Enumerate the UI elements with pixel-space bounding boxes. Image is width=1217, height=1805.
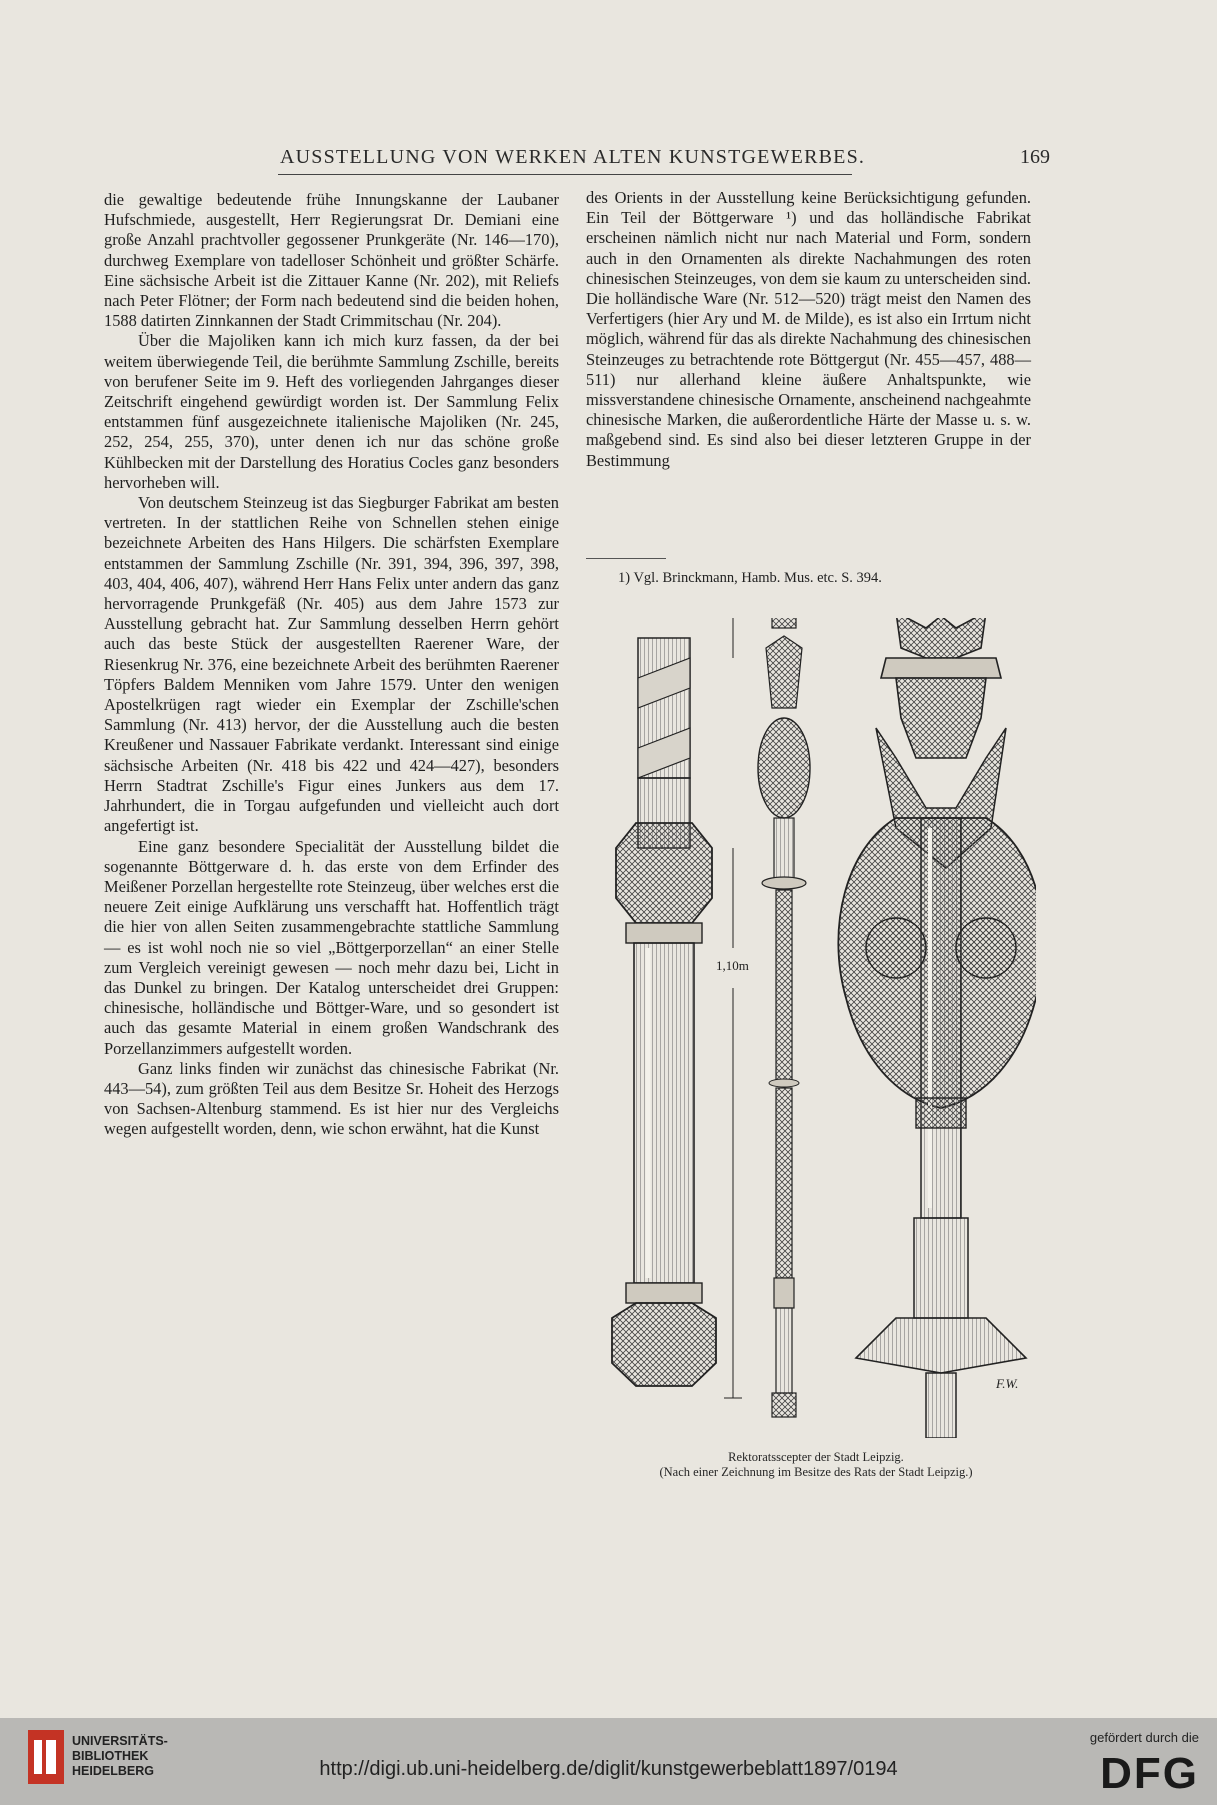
left-column — [104, 190, 559, 1140]
funding-label: gefördert durch die — [1089, 1730, 1199, 1745]
institution-line: HEIDELBERG — [72, 1764, 154, 1778]
right-column — [586, 188, 1031, 471]
scepter-illustration — [596, 618, 1036, 1438]
scepter-shaft-detail — [612, 638, 716, 1386]
institution-line: BIBLIOTHEK — [72, 1749, 149, 1763]
footnote: 1) Vgl. Brinckmann, Hamb. Mus. etc. S. 394. — [618, 570, 882, 586]
institution-line: UNIVERSITÄTS- — [72, 1734, 168, 1748]
paragraph: Von deutschem Steinzeug ist das Siegburger Fabrikat am besten vertreten. In der stattlichen Reihe von Schnellen stehen einige bezeichnete Arbeiten des Hans Hilgers. Die schärfsten Exemplare entstammen der Sammlung Zschille (Nr. 391, 394, 396, 397, 398, 403, 404, 406, 407), während Herr Hans Felix unter andern das ganz hervorragende Prunkgefäß (Nr. 405) aus dem Jahre 1573 zur Ausstellung gebracht hat. Zur Sammlung desselben Herrn gehört auch das beste Stück der ausgestellten Raerener Ware, der Riesenkrug Nr. 376, eine bezeichnete Arbeit des berühmten Raerener Töpfers Baldem Menniken vom Jahre 1579. Unter den wenigen Apostelkrügen ragt wieder ein Exemplar der Zschille'schen Sammlung (Nr. 413) hervor, der die Ausstellung auch die besten Kreußener und Nassauer Fabrikate verdankt. Interessant sind einige sächsische Arbeiten (Nr. 418 bis 422 und 424—427), besonders Herrn Stadtrat Zschille's Figur eines Junkers aus dem 17. Jahrhundert, die in Torgau aufgefunden und vielleicht auch dort angefertigt ist. — [104, 493, 559, 836]
scale-label: 1,10m — [716, 958, 749, 973]
scepter-full-view — [724, 618, 810, 1417]
library-footer — [0, 1718, 1217, 1805]
figure-caption — [596, 1450, 1036, 1480]
figure-caption-source: (Nach einer Zeichnung im Besitze des Rats der Stadt Leipzig.) — [659, 1465, 973, 1479]
figure-caption-title: Rektoratsscepter der Stadt Leipzig. — [728, 1450, 904, 1464]
paragraph: Über die Majoliken kann ich mich kurz fassen, da der bei weitem überwiegende Teil, die berühmte Sammlung Zschille, bereits von berufener Seite im 9. Heft des vorliegenden Jahrganges dieser Zeitschrift eingehend gewürdigt worden ist. Der Sammlung Felix entstammen fünf ausgezeichnete italienische Majoliken (Nr. 245, 252, 254, 255, 370), unter denen ich nur das schöne große Kühlbecken mit der Darstellung des Horatius Cocles ganz besonders hervorheben will. — [104, 331, 559, 492]
artist-signature: F.W. — [996, 1376, 1019, 1391]
running-header-title: AUSSTELLUNG VON WERKEN ALTEN KUNSTGEWERBES. — [280, 146, 866, 168]
permalink[interactable]: http://digi.ub.uni-heidelberg.de/diglit/kunstgewerbeblatt1897/0194 — [319, 1758, 898, 1780]
scepter-head-detail — [838, 618, 1036, 1438]
footnote-rule — [586, 558, 666, 559]
paragraph: die gewaltige bedeutende frühe Innungskanne der Laubaner Hufschmiede, ausgestellt, Herr Regierungsrat Dr. Demiani eine große Anzahl prachtvoller gegossener Prunkgeräte (Nr. 146—170), durchweg Exemplare von tadelloser Schönheit und größter Schärfe. Eine sächsische Arbeit ist die Zittauer Kanne (Nr. 202), mit Reliefs nach Peter Flötner; der Form nach bedeutend sind die beiden hohen, 1588 datirten Zinnkannen der Stadt Crimmitschau (Nr. 204). — [104, 190, 559, 331]
paragraph: Ganz links finden wir zunächst das chinesische Fabrikat (Nr. 443—54), zum größten Teil aus dem Besitze Sr. Hoheit des Herzogs von Sachsen-Altenburg stammend. Es ist hier nur des Vergleichs wegen aufgestellt worden, denn, wie schon erwähnt, hat die Kunst — [104, 1058, 559, 1139]
paragraph: Eine ganz besondere Specialität der Ausstellung bildet die sogenannte Böttgerware d. h. das erste von dem Erfinder des Meißener Porzellan hergestellte rote Steinzeug, über welches erst die neuere Zeit einige Aufklärung uns verschafft hat. Hoffentlich trägt die hier von allen Seiten zusammengebrachte stattliche Sammlung — es ist wohl noch nie so viel „Böttgerporzellan“ an einer Stelle zum Vergleich vereinigt gewesen — noch mehr dazu bei, Licht in das Dunkel zu bringen. Der Katalog unterscheidet drei Gruppen: chinesische, holländische und Böttger-Ware, und so gesondert ist auch das gesamte Material in einem großen Wandschrank des Porzellanzimmers aufgestellt worden. — [104, 836, 559, 1058]
page-number: 169 — [1020, 146, 1050, 168]
running-header — [280, 146, 1050, 176]
header-rule — [278, 174, 852, 175]
dfg-logo: DFG — [1100, 1749, 1199, 1798]
paragraph: des Orients in der Ausstellung keine Berücksichtigung gefunden. Ein Teil der Böttgerware ¹) und das holländische Fabrikat erscheinen nämlich nicht nur nach Material und Form, sondern auch in den Ornamenten als direkte Nachahmungen des roten chinesischen Steinzeuges, von dem sie kaum zu unterscheiden sind. Die holländische Ware (Nr. 512—520) trägt meist den Namen des Verfertigers (hier Ary und M. de Milde), es ist also ein Irrtum nicht möglich, während für das als direkte Nachahmung des chinesischen Steinzeuges zu betrachtende rote Böttgergut (Nr. 455—457, 488—511) nur allerhand kleine äußere Anhaltspunkte, wie missverstandene chinesische Ornamente, anscheinend nachgeahmte chinesische Marken, die außerordentliche Härte der Masse u. s. w. maßgebend sind. Es sind also bei dieser letzteren Gruppe in der Bestimmung — [586, 188, 1031, 470]
